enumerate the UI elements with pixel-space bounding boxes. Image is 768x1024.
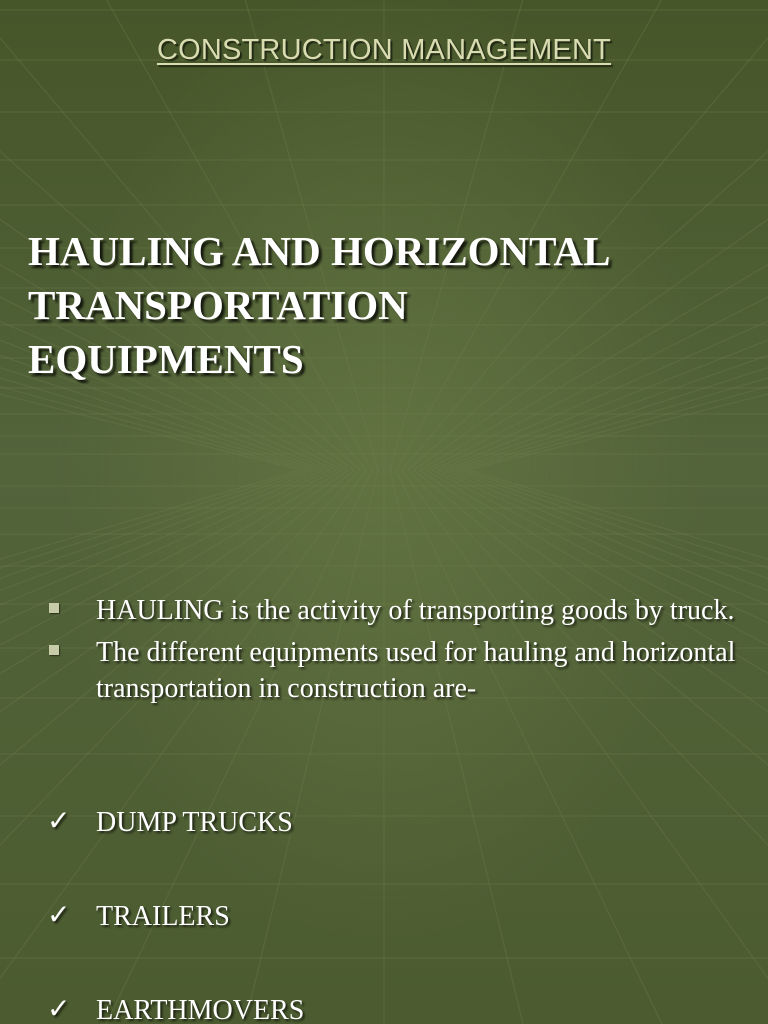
- bullet-list: [0, 593, 768, 713]
- checklist-item: [0, 805, 768, 899]
- checklist-text: TRAILERS: [96, 901, 230, 932]
- bullet-text: The different equipments used for hauling and horizontal transportation in construction are-: [96, 637, 736, 704]
- checklist-item: [0, 993, 768, 1024]
- checkmark-icon: ✓: [47, 898, 71, 931]
- bullet-text: HAULING is the activity of transporting goods by truck.: [96, 595, 735, 626]
- header-text: CONSTRUCTION MANAGEMENT: [156, 34, 612, 66]
- title-line-1: HAULING AND HORIZONTAL: [28, 228, 611, 274]
- equipment-checklist: [0, 805, 768, 1024]
- title-line-3: EQUIPMENTS: [28, 336, 304, 382]
- checkmark-icon: ✓: [47, 992, 71, 1024]
- checklist-text: EARTHMOVERS: [96, 995, 305, 1024]
- slide-header: [0, 34, 768, 67]
- slide-title: [28, 224, 748, 386]
- checklist-text: DUMP TRUCKS: [96, 807, 293, 838]
- square-bullet-icon: [49, 645, 59, 655]
- bullet-item: [0, 635, 768, 707]
- checkmark-icon: ✓: [47, 804, 71, 837]
- checklist-item: [0, 899, 768, 993]
- title-line-2: TRANSPORTATION: [28, 282, 408, 328]
- bullet-item: [0, 593, 768, 629]
- square-bullet-icon: [49, 603, 59, 613]
